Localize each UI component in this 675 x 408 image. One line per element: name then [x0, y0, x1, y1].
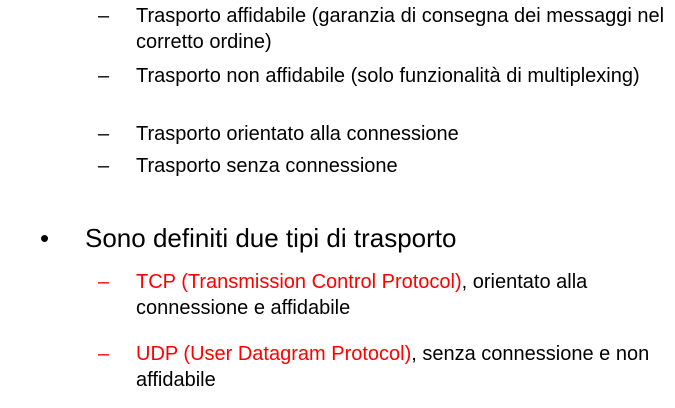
protocol-description: , orientato alla connessione e affidabile [136, 271, 588, 319]
transport-type-text: Trasporto senza connessione [136, 155, 398, 177]
transport-type-item [98, 121, 666, 147]
protocol-item-tcp [98, 269, 666, 321]
main-bullet-item [40, 222, 456, 254]
protocol-description: , senza connessione e non affidabile [136, 343, 650, 391]
transport-type-text: Trasporto non affidabile (solo funzionalità di multiplexing) [136, 65, 640, 87]
transport-type-item [98, 63, 666, 89]
protocol-name: UDP (User Datagram Protocol) [136, 343, 412, 365]
transport-type-item [98, 153, 666, 179]
dash-bullet: – [98, 5, 110, 27]
transport-type-item [98, 3, 666, 55]
protocol-text [136, 269, 666, 321]
dash-bullet: – [98, 155, 110, 177]
main-point-text: Sono definiti due tipi di trasporto [85, 223, 457, 253]
transport-type-text: Trasporto affidabile (garanzia di consegna dei messaggi nel corretto ordine) [136, 5, 665, 53]
protocol-item-udp [98, 341, 666, 393]
dash-bullet: – [98, 271, 110, 293]
dash-bullet: – [98, 65, 110, 87]
protocol-text [136, 341, 666, 393]
dash-bullet: – [98, 343, 110, 365]
round-bullet: • [40, 223, 50, 253]
transport-type-text: Trasporto orientato alla connessione [136, 123, 459, 145]
dash-bullet: – [98, 123, 110, 145]
protocol-name: TCP (Transmission Control Protocol) [136, 271, 462, 293]
